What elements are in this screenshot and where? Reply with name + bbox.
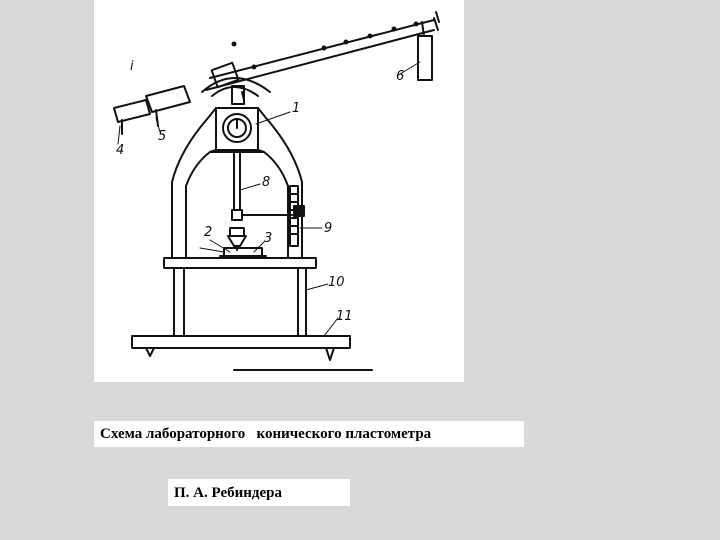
label-3: 3 — [264, 231, 273, 246]
caption-author: П. А. Ребиндера — [168, 479, 350, 506]
label-2: 2 — [204, 225, 213, 240]
caption-title: Схема лабораторного конического пластометра — [94, 421, 524, 447]
label-11: 11 — [336, 309, 353, 324]
part-label-layer — [94, 0, 464, 382]
label-8: 8 — [262, 175, 271, 190]
label-9: 9 — [324, 221, 333, 236]
label-10: 10 — [328, 275, 345, 290]
label-1-upper: 1 — [292, 101, 301, 116]
label-4: 4 — [116, 143, 125, 158]
label-6: 6 — [396, 69, 405, 84]
top-annotation: i — [130, 59, 134, 74]
label-5: 5 — [158, 129, 167, 144]
plastometer-diagram — [94, 0, 464, 382]
